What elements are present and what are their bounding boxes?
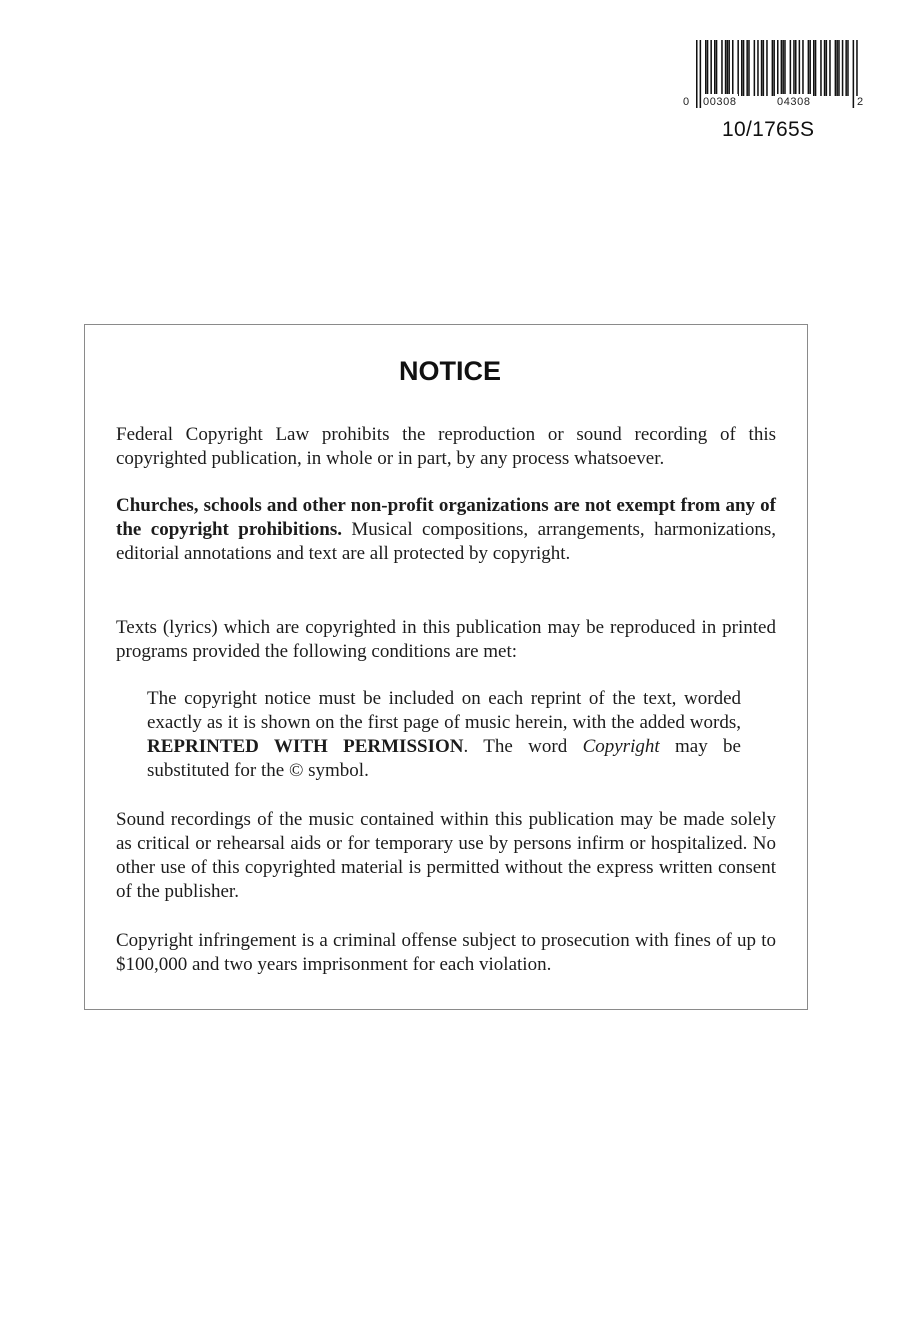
no-exemption-statement: Churches, schools and other non-profit organizations are not exempt from any of the copyright prohibitions. xyxy=(116,495,776,540)
barcode-bar xyxy=(754,40,756,96)
barcode-bar xyxy=(741,40,743,96)
barcode-bar xyxy=(714,40,716,96)
protected-works-statement: Musical compositions, arrangements, harmonizations, editorial annotations and text are all protected by copyright. xyxy=(116,519,776,564)
barcode-bar xyxy=(790,40,792,96)
barcode-bar xyxy=(845,40,847,96)
notice-paragraph-infringement: Copyright infringement is a criminal offense subject to prosecution with fines of up to $100,000 and two years imprisonment for each violation. xyxy=(116,930,776,975)
barcode-bar xyxy=(737,40,739,96)
reprint-condition-text-2: . The word xyxy=(463,736,583,757)
barcode-bar xyxy=(795,40,797,96)
barcode-bar xyxy=(761,40,763,96)
barcode-bar xyxy=(748,40,750,96)
barcode-bar xyxy=(721,40,723,96)
reprinted-with-permission: REPRINTED WITH PERMISSION xyxy=(147,736,464,757)
barcode-bar xyxy=(842,40,844,96)
barcode-bar xyxy=(725,40,727,96)
barcode-bar xyxy=(824,40,826,96)
barcode-check-digit: 2 xyxy=(857,96,864,108)
barcode-bar xyxy=(836,40,838,96)
barcode-bar xyxy=(766,40,768,96)
notice-title: NOTICE xyxy=(398,356,501,386)
barcode-bar xyxy=(727,40,729,96)
barcode-bar xyxy=(716,40,718,96)
barcode-bar xyxy=(772,40,774,96)
barcode-bar xyxy=(820,40,822,96)
notice-paragraph-reprint-condition xyxy=(147,687,741,783)
barcode-bar xyxy=(829,40,831,96)
barcode-bar xyxy=(707,40,709,96)
barcode-bar xyxy=(728,40,730,96)
barcode-bar xyxy=(813,40,815,96)
barcode-bar xyxy=(793,40,795,96)
barcode-bar xyxy=(746,40,748,96)
notice-paragraph-no-exemption xyxy=(116,494,776,566)
barcode-bar xyxy=(815,40,817,96)
catalog-number: 10/1765S xyxy=(722,118,815,141)
barcode-bar xyxy=(773,40,775,96)
barcode-bar xyxy=(781,40,783,96)
reprint-condition-text-3: may be substituted for the © symbol. xyxy=(147,736,741,781)
barcode-bar xyxy=(809,40,811,96)
barcode-bar xyxy=(710,40,712,96)
notice-paragraph-sound-recordings: Sound recordings of the music contained within this publication may be made solely as critical or rehearsal aids or for temporary use by persons infirm or hospitalized. No other use of this copyrighted material is permitted without the express written consent of the publisher. xyxy=(116,809,776,902)
barcode-right-group: 04308 xyxy=(777,96,811,108)
copyright-word: Copyright xyxy=(582,736,660,757)
barcode-bar xyxy=(782,40,784,96)
notice-paragraph-prohibition: Federal Copyright Law prohibits the reproduction or sound recording of this copyrighted publication, in whole or in part, by any process whatsoever. xyxy=(116,424,776,469)
barcode-bar xyxy=(732,40,734,96)
barcode-bar xyxy=(826,40,828,96)
reprint-condition-text: The copyright notice must be included on each reprint of the text, worded exactly as it is shown on the first page of music herein, with the added words, xyxy=(147,688,741,733)
barcode-bar xyxy=(808,40,810,96)
barcode-bar xyxy=(799,40,801,96)
barcode-bar xyxy=(784,40,786,96)
barcode-left-group: 00308 xyxy=(703,96,737,108)
barcode-bar xyxy=(838,40,840,96)
barcode-bar xyxy=(835,40,837,96)
barcode-bar xyxy=(856,40,858,96)
notice-paragraph-lyrics: Texts (lyrics) which are copyrighted in this publication may be reproduced in printed programs provided the following conditions are met: xyxy=(116,617,776,662)
barcode-bar xyxy=(802,40,804,96)
barcode-digits xyxy=(682,94,864,110)
barcode-bar xyxy=(847,40,849,96)
barcode-bar xyxy=(743,40,745,96)
barcode-bar xyxy=(705,40,707,96)
barcode-bar xyxy=(757,40,759,96)
barcode-bar xyxy=(763,40,765,96)
barcode-lead-digit: 0 xyxy=(683,96,690,108)
